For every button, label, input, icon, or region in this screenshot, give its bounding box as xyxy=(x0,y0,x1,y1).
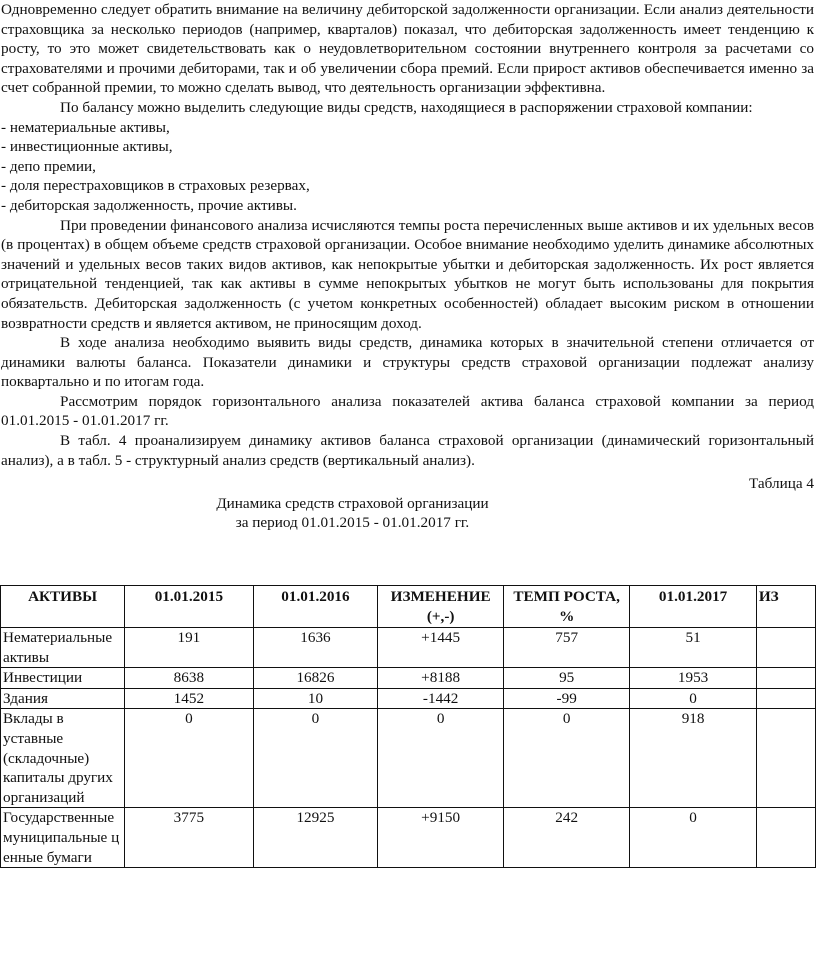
cell-rate: 757 xyxy=(504,628,630,668)
table-row xyxy=(1,628,816,668)
header-2017: 01.01.2017 xyxy=(630,586,757,628)
row-name: Инвестиции xyxy=(1,668,125,689)
assets-table xyxy=(0,585,816,868)
row-name: Вклады в уставные (складочные) капиталы других организаций xyxy=(1,709,125,808)
table-row xyxy=(1,709,816,808)
cell-extra xyxy=(756,628,815,668)
list-item: - депо премии, xyxy=(1,157,96,175)
paragraph-tables: В табл. 4 проанализируем динамику активов баланса страховой организации (динамический горизонтальный анализ), а в табл. 5 - структурный анализ средств (вертикальный анализ). xyxy=(1,432,814,469)
cell-2017: 1953 xyxy=(630,668,757,689)
cell-change: +8188 xyxy=(378,668,504,689)
cell-extra xyxy=(756,709,815,808)
cell-2017: 51 xyxy=(630,628,757,668)
cell-2016: 10 xyxy=(253,688,378,709)
cell-2017: 0 xyxy=(630,688,757,709)
cell-2015: 0 xyxy=(125,709,254,808)
cell-2016: 0 xyxy=(253,709,378,808)
cell-2017: 918 xyxy=(630,709,757,808)
cell-rate: 0 xyxy=(504,709,630,808)
cell-2016: 1636 xyxy=(253,628,378,668)
cell-2015: 8638 xyxy=(125,668,254,689)
header-truncated: ИЗ xyxy=(756,586,815,628)
row-name: Нематериальные активы xyxy=(1,628,125,668)
row-name: Государственные муниципальные ценные бумаги xyxy=(1,808,125,868)
table-caption-line2: за период 01.01.2015 - 01.01.2017 гг. xyxy=(235,514,470,532)
cell-extra xyxy=(756,688,815,709)
table-row xyxy=(1,668,816,689)
row-name: Здания xyxy=(1,688,125,709)
table-label: Таблица 4 xyxy=(749,475,814,493)
header-change: ИЗМЕНЕНИЕ (+,-) xyxy=(378,586,504,628)
header-growth-rate: ТЕМП РОСТА, % xyxy=(504,586,630,628)
paragraph-analysis: В ходе анализа необходимо выявить виды средств, динамика которых в значительной степени отличается от динамики валюты баланса. Показатели динамики и структуры средств страховой организации подлежат анализу поквартально и по итогам года. xyxy=(1,334,814,391)
paragraph-receivables: Одновременно следует обратить внимание на величину дебиторской задолженности организации. Если анализ деятельности страховщика за несколько периодов (например, кварталов) показал, что дебиторская задолженность имеет тенденцию к росту, то это может свидетельствовать как о неудовлетворительном состоянии внутреннего контроля за расчетами со страхователями и прочими дебиторами, так и об увеличении сбора премий. Если прирост активов обеспечивается именно за счет собранной премии, то можно сделать вывод, что деятельность организации эффективна. xyxy=(1,1,814,97)
cell-2016: 16826 xyxy=(253,668,378,689)
paragraph-balance-intro: По балансу можно выделить следующие виды средств, находящиеся в распоряжении страховой компании: xyxy=(60,98,753,116)
cell-rate: -99 xyxy=(504,688,630,709)
cell-2015: 1452 xyxy=(125,688,254,709)
header-assets: АКТИВЫ xyxy=(1,586,125,628)
cell-change: +9150 xyxy=(378,808,504,868)
cell-2015: 3775 xyxy=(125,808,254,868)
table-caption-line1: Динамика средств страховой организации xyxy=(216,495,489,513)
cell-change: +1445 xyxy=(378,628,504,668)
cell-rate: 242 xyxy=(504,808,630,868)
list-item: - нематериальные активы, xyxy=(1,118,170,136)
cell-change: 0 xyxy=(378,709,504,808)
paragraph-growth-rates: При проведении финансового анализа исчисляются темпы роста перечисленных выше активов и их удельных весов (в процентах) в общем объеме средств страховой организации. Особое внимание необходимо уделить динамике абсолютных значений и удельных весов таких видов активов, как непокрытые убытки и дебиторская задолженность. Их рост является отрицательной тенденцией, так как активы в сумме непокрытых убытков не могут быть использованы для покрытия обязательств. Дебиторская задолженность (с учетом конкретных особенностей) обладает высоким риском в отношении возвратности средств и является активом, не приносящим доход. xyxy=(1,216,814,332)
cell-extra xyxy=(756,808,815,868)
list-item: - дебиторская задолженность, прочие активы. xyxy=(1,196,297,214)
cell-rate: 95 xyxy=(504,668,630,689)
table-row xyxy=(1,688,816,709)
paragraph-horizontal: Рассмотрим порядок горизонтального анализа показателей актива баланса страховой компании за период 01.01.2015 - 01.01.2017 гг. xyxy=(1,392,814,430)
table-header-row xyxy=(1,586,816,628)
cell-2016: 12925 xyxy=(253,808,378,868)
list-item: - инвестиционные активы, xyxy=(1,138,173,156)
header-2015: 01.01.2015 xyxy=(125,586,254,628)
table-caption xyxy=(0,494,814,532)
cell-2015: 191 xyxy=(125,628,254,668)
cell-change: -1442 xyxy=(378,688,504,709)
cell-2017: 0 xyxy=(630,808,757,868)
table-row xyxy=(1,808,816,868)
header-2016: 01.01.2016 xyxy=(253,586,378,628)
list-item: - доля перестраховщиков в страховых резервах, xyxy=(1,177,310,195)
asset-types-list xyxy=(1,118,814,216)
cell-extra xyxy=(756,668,815,689)
